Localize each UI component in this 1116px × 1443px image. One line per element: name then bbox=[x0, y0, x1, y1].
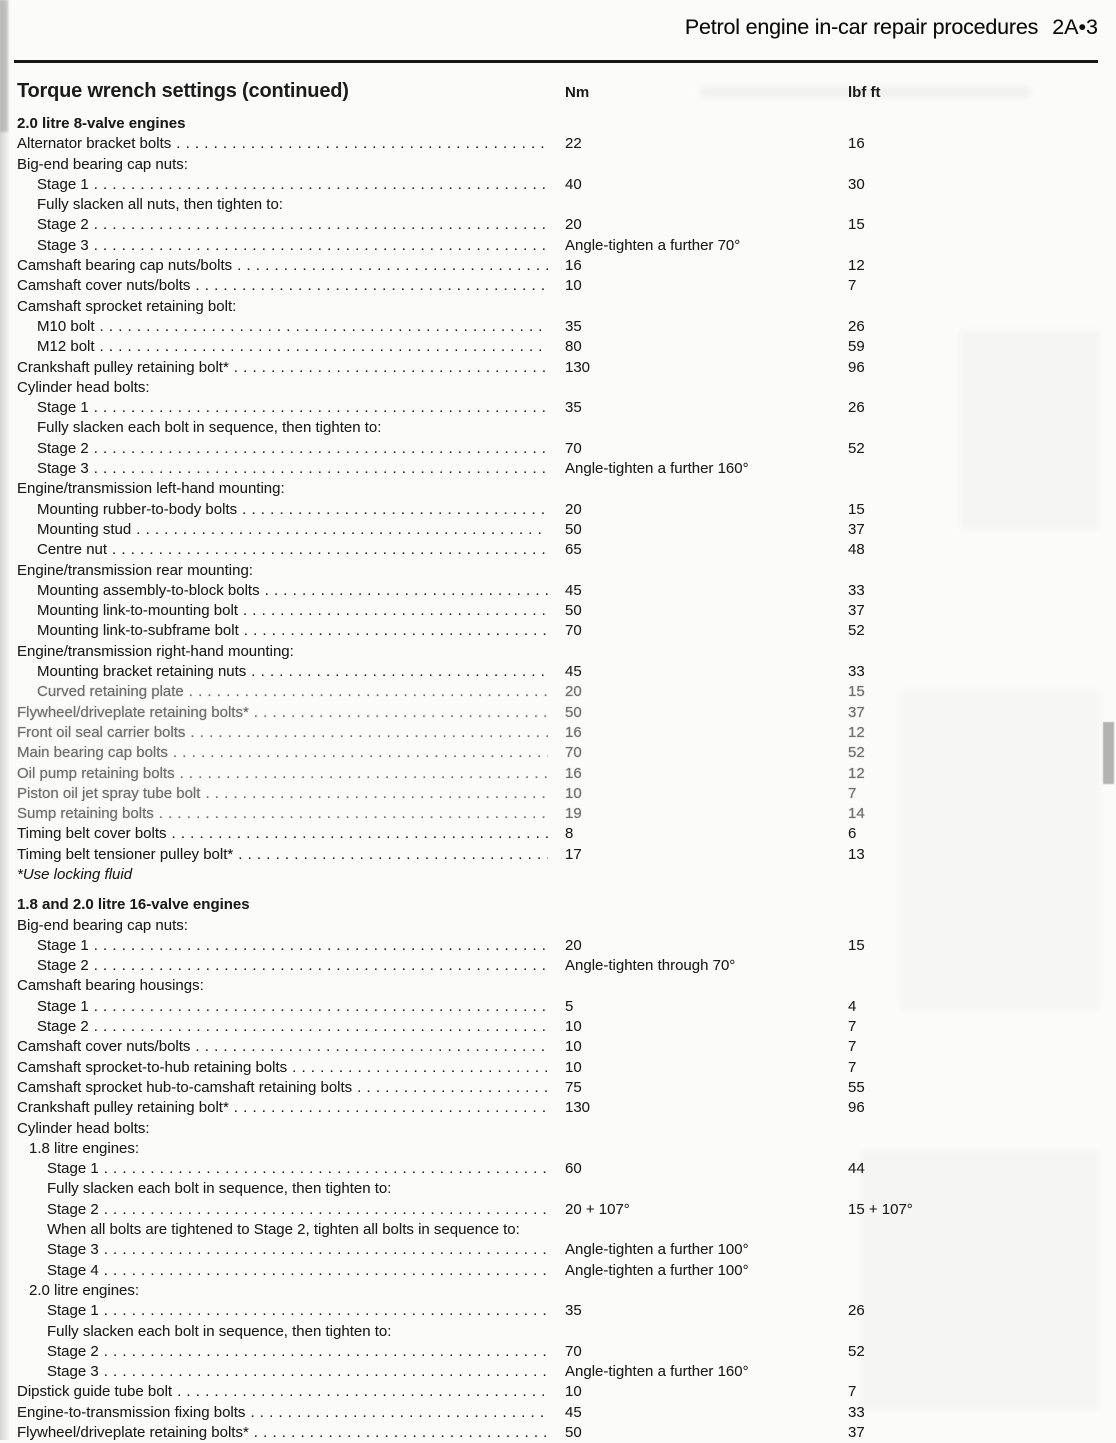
value-lbfft: 26 bbox=[848, 399, 865, 417]
value-nm: 10 bbox=[565, 784, 582, 802]
leader-dots bbox=[237, 256, 548, 276]
table-row bbox=[0, 1220, 1116, 1240]
leader-dots bbox=[177, 1382, 548, 1402]
page-number: 2A•3 bbox=[1052, 15, 1098, 39]
table-row bbox=[0, 642, 1116, 662]
table-row bbox=[0, 581, 1116, 601]
value-lbfft: 52 bbox=[848, 622, 865, 640]
row-label: Mounting assembly-to-block bolts bbox=[37, 581, 260, 599]
row-label: Stage 2 bbox=[47, 1200, 99, 1218]
table-row bbox=[0, 865, 1116, 885]
section-header-row bbox=[0, 114, 1116, 134]
leader-dots bbox=[357, 1078, 548, 1098]
column-header-lbfft: lbf ft bbox=[848, 84, 881, 101]
value-lbfft: 37 bbox=[848, 1424, 865, 1441]
value-nm: 10 bbox=[565, 1058, 582, 1076]
torque-table-rows bbox=[0, 114, 1116, 1443]
value-nm: Angle-tighten through 70° bbox=[565, 957, 736, 975]
value-lbfft: 33 bbox=[848, 581, 865, 599]
table-row bbox=[0, 155, 1116, 175]
value-nm: Angle-tighten a further 100° bbox=[565, 1261, 749, 1279]
header-rule bbox=[14, 60, 1098, 63]
row-label: Engine/transmission left-hand mounting: bbox=[17, 480, 285, 498]
row-label: Stage 1 bbox=[37, 175, 89, 193]
leader-dots bbox=[94, 175, 548, 195]
table-row bbox=[0, 621, 1116, 641]
value-lbfft: 48 bbox=[848, 541, 865, 559]
row-label: 2.0 litre engines: bbox=[29, 1281, 140, 1299]
table-row bbox=[0, 215, 1116, 235]
table-row bbox=[0, 1159, 1116, 1179]
row-label: Dipstick guide tube bolt bbox=[17, 1383, 173, 1401]
row-label: When all bolts are tightened to Stage 2, tighten all bolts in sequence to: bbox=[47, 1221, 520, 1239]
row-label: 1.8 litre engines: bbox=[29, 1139, 140, 1157]
value-nm: 40 bbox=[565, 175, 582, 193]
value-nm: 80 bbox=[565, 338, 582, 356]
table-row bbox=[0, 1139, 1116, 1159]
table-row bbox=[0, 824, 1116, 844]
table-row bbox=[0, 1382, 1116, 1402]
value-lbfft: 7 bbox=[848, 1018, 857, 1036]
value-nm: Angle-tighten a further 160° bbox=[565, 460, 749, 478]
table-row bbox=[0, 479, 1116, 499]
leader-dots bbox=[254, 703, 548, 723]
value-nm: 5 bbox=[565, 997, 574, 1015]
value-lbfft: 15 + 107° bbox=[848, 1200, 913, 1218]
table-row bbox=[0, 1281, 1116, 1301]
table-row bbox=[0, 703, 1116, 723]
leader-dots bbox=[254, 1423, 548, 1443]
value-nm: 50 bbox=[565, 1424, 582, 1441]
leader-dots bbox=[104, 1261, 548, 1281]
value-lbfft: 33 bbox=[848, 1403, 865, 1421]
row-label: Fully slacken each bolt in sequence, then tighten to: bbox=[37, 419, 382, 437]
value-lbfft: 4 bbox=[848, 997, 857, 1015]
row-label: Stage 2 bbox=[37, 216, 89, 234]
column-header-nm: Nm bbox=[565, 84, 590, 101]
table-row bbox=[0, 1098, 1116, 1118]
value-lbfft: 7 bbox=[848, 1383, 857, 1401]
row-label: Oil pump retaining bolts bbox=[17, 764, 175, 782]
leader-dots bbox=[94, 1017, 548, 1037]
row-label: Stage 2 bbox=[37, 1018, 89, 1036]
leader-dots bbox=[238, 845, 548, 865]
table-row bbox=[0, 358, 1116, 378]
leader-dots bbox=[94, 398, 548, 418]
value-lbfft: 13 bbox=[848, 845, 865, 863]
value-nm: 8 bbox=[565, 825, 574, 843]
value-lbfft: 12 bbox=[848, 764, 865, 782]
row-label: Big-end bearing cap nuts: bbox=[17, 155, 188, 173]
table-row bbox=[0, 175, 1116, 195]
row-label: M12 bolt bbox=[37, 338, 95, 356]
value-nm: 20 bbox=[565, 936, 582, 954]
leader-dots bbox=[104, 1240, 548, 1260]
row-label: Stage 2 bbox=[37, 957, 89, 975]
value-nm: 45 bbox=[565, 1403, 582, 1421]
table-row bbox=[0, 317, 1116, 337]
leader-dots bbox=[243, 601, 548, 621]
row-label: Flywheel/driveplate retaining bolts* bbox=[17, 1424, 249, 1441]
leader-dots bbox=[104, 1342, 548, 1362]
table-row bbox=[0, 916, 1116, 936]
value-lbfft: 26 bbox=[848, 1302, 865, 1320]
row-label: 1.8 and 2.0 litre 16-valve engines bbox=[17, 896, 250, 914]
leader-dots bbox=[234, 358, 548, 378]
leader-dots bbox=[94, 997, 548, 1017]
row-label: Stage 3 bbox=[47, 1241, 99, 1259]
table-row bbox=[0, 682, 1116, 702]
value-nm: 70 bbox=[565, 439, 582, 457]
table-row bbox=[0, 997, 1116, 1017]
value-nm: 50 bbox=[565, 520, 582, 538]
leader-dots bbox=[94, 956, 548, 976]
value-nm: 10 bbox=[565, 277, 582, 295]
leader-dots bbox=[172, 824, 548, 844]
table-row bbox=[0, 1362, 1116, 1382]
table-row bbox=[0, 297, 1116, 317]
row-label: *Use locking fluid bbox=[17, 865, 133, 883]
leader-dots bbox=[104, 1362, 548, 1382]
value-lbfft: 14 bbox=[848, 805, 865, 823]
value-lbfft: 37 bbox=[848, 520, 865, 538]
row-label: Stage 1 bbox=[37, 399, 89, 417]
row-label: Timing belt tensioner pulley bolt* bbox=[17, 845, 234, 863]
value-lbfft: 7 bbox=[848, 277, 857, 295]
row-label: Stage 3 bbox=[37, 236, 89, 254]
value-nm: 16 bbox=[565, 764, 582, 782]
leader-dots bbox=[251, 662, 548, 682]
page-header bbox=[685, 15, 1098, 40]
table-row bbox=[0, 337, 1116, 357]
row-label: Fully slacken each bolt in sequence, then tighten to: bbox=[47, 1180, 392, 1198]
value-lbfft: 15 bbox=[848, 500, 865, 518]
row-label: Engine/transmission right-hand mounting: bbox=[17, 642, 294, 660]
value-nm: 50 bbox=[565, 703, 582, 721]
table-row bbox=[0, 1301, 1116, 1321]
leader-dots bbox=[112, 540, 548, 560]
value-lbfft: 33 bbox=[848, 663, 865, 681]
leader-dots bbox=[94, 936, 548, 956]
leader-dots bbox=[94, 459, 548, 479]
row-label: Engine/transmission rear mounting: bbox=[17, 561, 253, 579]
value-nm: 70 bbox=[565, 622, 582, 640]
leader-dots bbox=[190, 723, 548, 743]
table-row bbox=[0, 276, 1116, 296]
table-row bbox=[0, 1342, 1116, 1362]
table-row bbox=[0, 976, 1116, 996]
table-row bbox=[0, 1078, 1116, 1098]
value-nm: 65 bbox=[565, 541, 582, 559]
row-label: Curved retaining plate bbox=[37, 683, 184, 701]
row-label: Camshaft sprocket retaining bolt: bbox=[17, 297, 237, 315]
leader-dots bbox=[292, 1058, 548, 1078]
value-nm: 16 bbox=[565, 257, 582, 275]
leader-dots bbox=[205, 784, 548, 804]
value-nm: 10 bbox=[565, 1018, 582, 1036]
value-nm: 130 bbox=[565, 358, 591, 376]
row-label: Camshaft sprocket hub-to-camshaft retaining bolts bbox=[17, 1078, 353, 1096]
table-row bbox=[0, 459, 1116, 479]
table-row bbox=[0, 1200, 1116, 1220]
table-row bbox=[0, 418, 1116, 438]
row-label: Engine-to-transmission fixing bolts bbox=[17, 1403, 246, 1421]
row-label: Alternator bracket bolts bbox=[17, 135, 172, 153]
leader-dots bbox=[176, 134, 548, 154]
table-row bbox=[0, 236, 1116, 256]
table-row bbox=[0, 845, 1116, 865]
table-row bbox=[0, 956, 1116, 976]
value-nm: Angle-tighten a further 100° bbox=[565, 1241, 749, 1259]
row-label: Camshaft sprocket-to-hub retaining bolts bbox=[17, 1058, 288, 1076]
table-row bbox=[0, 1179, 1116, 1199]
value-nm: 10 bbox=[565, 1038, 582, 1056]
value-lbfft: 6 bbox=[848, 825, 857, 843]
row-label: Fully slacken each bolt in sequence, then tighten to: bbox=[47, 1322, 392, 1340]
table-row bbox=[0, 764, 1116, 784]
value-lbfft: 44 bbox=[848, 1160, 865, 1178]
leader-dots bbox=[94, 236, 548, 256]
table-row bbox=[0, 1119, 1116, 1139]
row-label: Mounting link-to-mounting bolt bbox=[37, 602, 238, 620]
value-lbfft: 15 bbox=[848, 936, 865, 954]
row-label: Main bearing cap bolts bbox=[17, 744, 168, 762]
table-row bbox=[0, 378, 1116, 398]
value-nm: 35 bbox=[565, 1302, 582, 1320]
row-label: Stage 1 bbox=[47, 1302, 99, 1320]
value-nm: Angle-tighten a further 160° bbox=[565, 1363, 749, 1381]
value-lbfft: 52 bbox=[848, 1342, 865, 1360]
table-row bbox=[0, 662, 1116, 682]
leader-dots bbox=[173, 743, 548, 763]
leader-dots bbox=[195, 276, 548, 296]
value-lbfft: 12 bbox=[848, 723, 865, 741]
table-row bbox=[0, 784, 1116, 804]
leader-dots bbox=[104, 1159, 548, 1179]
row-label: Fully slacken all nuts, then tighten to: bbox=[37, 196, 283, 214]
row-label: Big-end bearing cap nuts: bbox=[17, 916, 188, 934]
table-row bbox=[0, 195, 1116, 215]
table-row bbox=[0, 500, 1116, 520]
value-nm: 20 bbox=[565, 500, 582, 518]
value-nm: 35 bbox=[565, 399, 582, 417]
leader-dots bbox=[94, 439, 548, 459]
leader-dots bbox=[104, 1301, 548, 1321]
row-label: Mounting link-to-subframe bolt bbox=[37, 622, 239, 640]
value-nm: 60 bbox=[565, 1160, 582, 1178]
value-lbfft: 52 bbox=[848, 744, 865, 762]
value-nm: 17 bbox=[565, 845, 582, 863]
row-label: Mounting stud bbox=[37, 520, 132, 538]
row-label: Stage 1 bbox=[37, 936, 89, 954]
table-row bbox=[0, 134, 1116, 154]
row-label: Timing belt cover bolts bbox=[17, 825, 167, 843]
leader-dots bbox=[234, 1098, 548, 1118]
row-label: Mounting rubber-to-body bolts bbox=[37, 500, 238, 518]
leader-dots bbox=[180, 764, 548, 784]
value-nm: 70 bbox=[565, 1342, 582, 1360]
value-lbfft: 55 bbox=[848, 1078, 865, 1096]
leader-dots bbox=[94, 215, 548, 235]
table-title-row bbox=[0, 80, 1116, 103]
row-label: Sump retaining bolts bbox=[17, 805, 154, 823]
value-nm: 50 bbox=[565, 602, 582, 620]
table-row bbox=[0, 804, 1116, 824]
value-nm: 45 bbox=[565, 663, 582, 681]
value-lbfft: 96 bbox=[848, 358, 865, 376]
table-row bbox=[0, 520, 1116, 540]
table-row bbox=[0, 256, 1116, 276]
row-label: Stage 1 bbox=[47, 1160, 99, 1178]
leader-dots bbox=[159, 804, 548, 824]
leader-dots bbox=[244, 621, 548, 641]
table-row bbox=[0, 743, 1116, 763]
row-label: Camshaft cover nuts/bolts bbox=[17, 1038, 191, 1056]
row-label: Camshaft bearing housings: bbox=[17, 977, 204, 995]
value-lbfft: 7 bbox=[848, 1058, 857, 1076]
leader-dots bbox=[242, 500, 548, 520]
row-label: M10 bolt bbox=[37, 317, 95, 335]
row-label: Front oil seal carrier bolts bbox=[17, 723, 186, 741]
value-lbfft: 96 bbox=[848, 1099, 865, 1117]
value-nm: 19 bbox=[565, 805, 582, 823]
row-label: Stage 3 bbox=[37, 460, 89, 478]
row-label: Crankshaft pulley retaining bolt* bbox=[17, 1099, 229, 1117]
table-row bbox=[0, 601, 1116, 621]
value-nm: 16 bbox=[565, 723, 582, 741]
leader-dots bbox=[195, 1037, 548, 1057]
table-row bbox=[0, 1017, 1116, 1037]
row-label: Centre nut bbox=[37, 541, 108, 559]
value-nm: Angle-tighten a further 70° bbox=[565, 236, 741, 254]
value-lbfft: 59 bbox=[848, 338, 865, 356]
table-row bbox=[0, 1037, 1116, 1057]
table-row bbox=[0, 1322, 1116, 1342]
table-row bbox=[0, 1240, 1116, 1260]
value-nm: 70 bbox=[565, 744, 582, 762]
row-label: 2.0 litre 8-valve engines bbox=[17, 115, 186, 132]
value-nm: 10 bbox=[565, 1383, 582, 1401]
chapter-title: Petrol engine in-car repair procedures bbox=[684, 15, 1039, 39]
table-row bbox=[0, 1423, 1116, 1443]
row-label: Camshaft cover nuts/bolts bbox=[17, 277, 191, 295]
table-row bbox=[0, 1261, 1116, 1281]
table-row bbox=[0, 936, 1116, 956]
table-row bbox=[0, 1403, 1116, 1423]
table-row bbox=[0, 1058, 1116, 1078]
table-row bbox=[0, 561, 1116, 581]
value-nm: 130 bbox=[565, 1099, 591, 1117]
leader-dots bbox=[136, 520, 548, 540]
row-label: Mounting bracket retaining nuts bbox=[37, 663, 247, 681]
row-label: Stage 4 bbox=[47, 1261, 99, 1279]
value-lbfft: 26 bbox=[848, 317, 865, 335]
value-lbfft: 15 bbox=[848, 216, 865, 234]
row-label: Stage 3 bbox=[47, 1363, 99, 1381]
value-lbfft: 37 bbox=[848, 602, 865, 620]
leader-dots bbox=[189, 682, 548, 702]
value-lbfft: 7 bbox=[848, 1038, 857, 1056]
value-lbfft: 30 bbox=[848, 175, 865, 193]
table-title: Torque wrench settings (continued) bbox=[17, 80, 349, 102]
value-lbfft: 12 bbox=[848, 257, 865, 275]
leader-dots bbox=[104, 1200, 548, 1220]
value-nm: 22 bbox=[565, 135, 582, 153]
leader-dots bbox=[100, 317, 548, 337]
leader-dots bbox=[250, 1403, 548, 1423]
table-row bbox=[0, 398, 1116, 418]
value-lbfft: 7 bbox=[848, 784, 857, 802]
value-nm: 20 + 107° bbox=[565, 1200, 630, 1218]
row-label: Stage 2 bbox=[47, 1342, 99, 1360]
value-nm: 35 bbox=[565, 317, 582, 335]
row-label: Crankshaft pulley retaining bolt* bbox=[17, 358, 229, 376]
scan-edge-artifact bbox=[0, 0, 8, 132]
value-nm: 20 bbox=[565, 683, 582, 701]
row-label: Flywheel/driveplate retaining bolts* bbox=[17, 703, 249, 721]
value-nm: 45 bbox=[565, 581, 582, 599]
value-lbfft: 16 bbox=[848, 135, 865, 153]
value-nm: 75 bbox=[565, 1078, 582, 1096]
value-lbfft: 37 bbox=[848, 703, 865, 721]
value-lbfft: 15 bbox=[848, 683, 865, 701]
section-header-row bbox=[0, 895, 1116, 915]
row-label: Cylinder head bolts: bbox=[17, 1119, 150, 1137]
table-row bbox=[0, 439, 1116, 459]
row-label: Stage 2 bbox=[37, 439, 89, 457]
leader-dots bbox=[265, 581, 548, 601]
row-label: Camshaft bearing cap nuts/bolts bbox=[17, 257, 233, 275]
row-label: Stage 1 bbox=[37, 997, 89, 1015]
leader-dots bbox=[100, 337, 548, 357]
value-nm: 20 bbox=[565, 216, 582, 234]
row-label: Cylinder head bolts: bbox=[17, 378, 150, 396]
value-lbfft: 52 bbox=[848, 439, 865, 457]
table-row bbox=[0, 540, 1116, 560]
row-label: Piston oil jet spray tube bolt bbox=[17, 784, 201, 802]
table-row bbox=[0, 723, 1116, 743]
